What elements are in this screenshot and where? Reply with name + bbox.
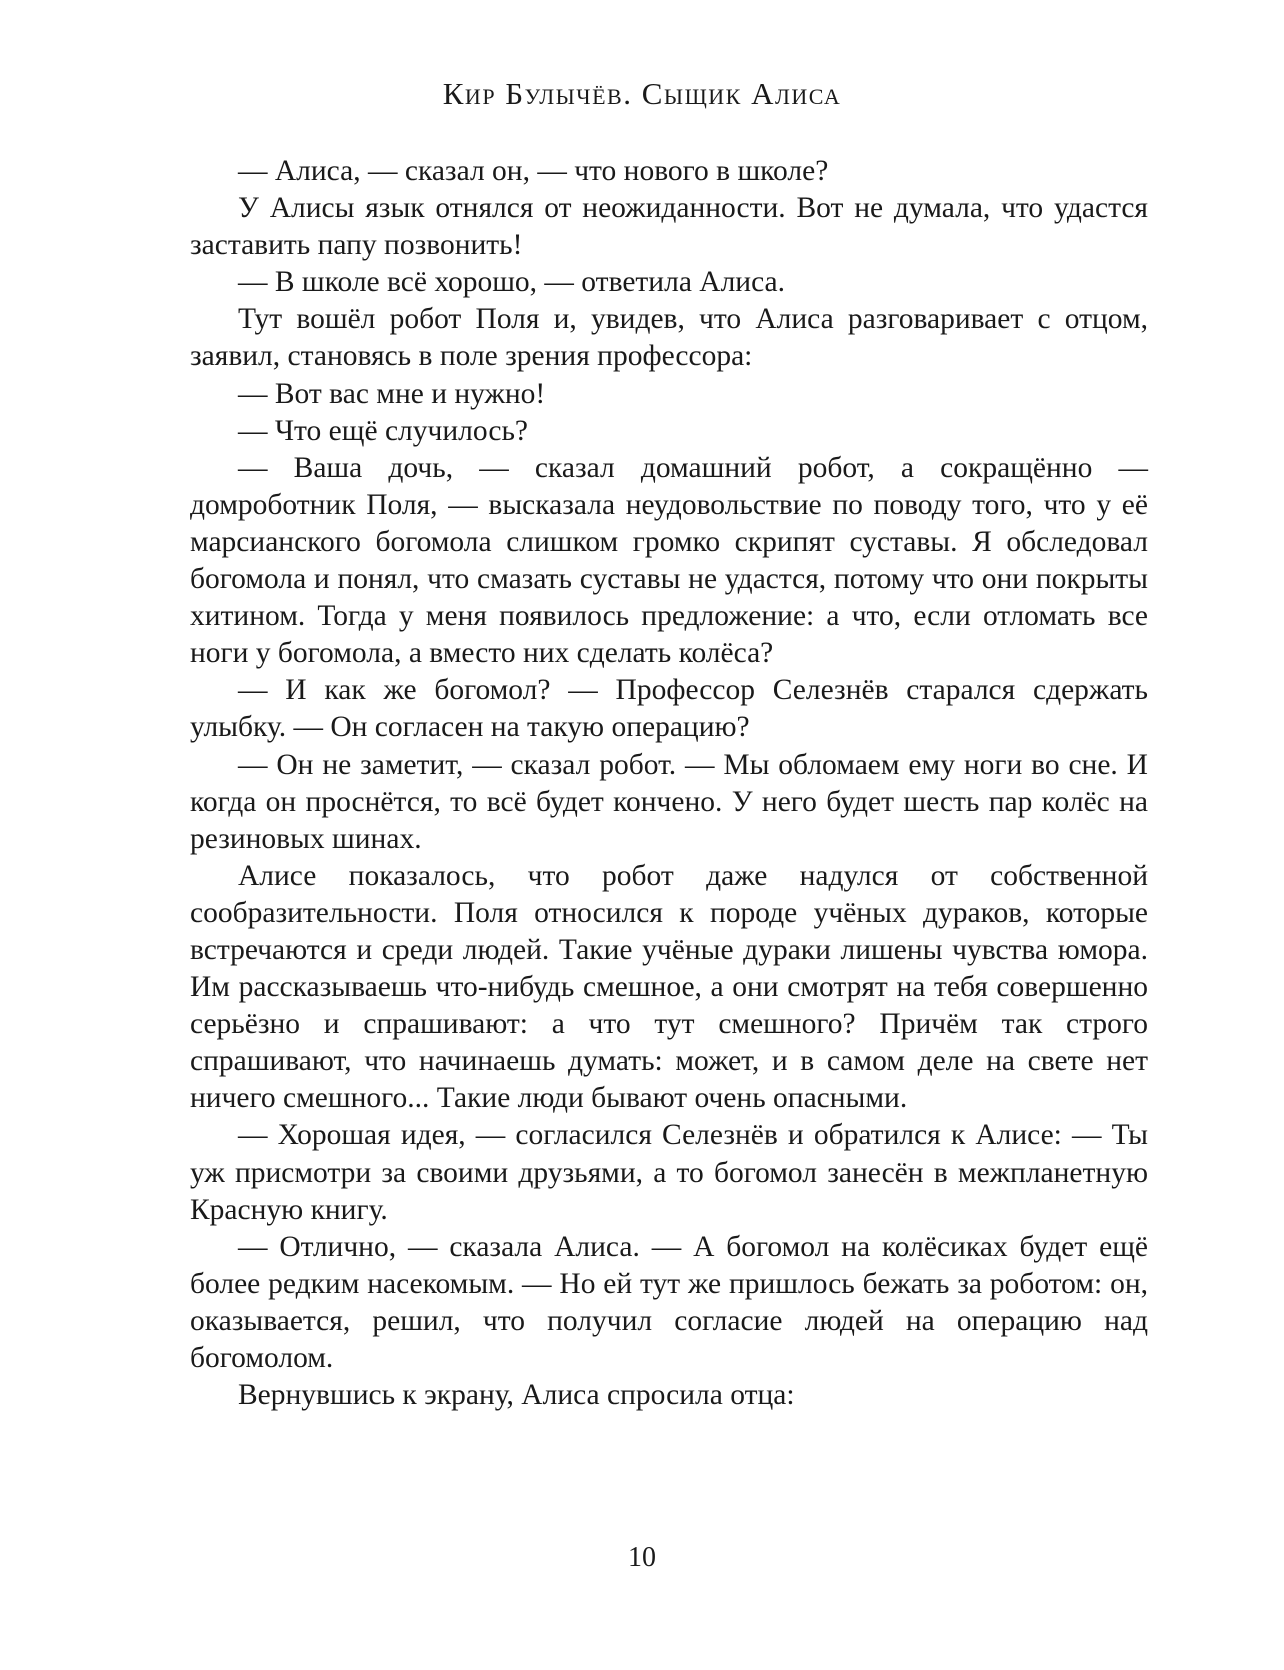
running-title: Кир Булычёв. Сыщик Алиса: [442, 76, 842, 111]
paragraph: — Вот вас мне и нужно!: [238, 377, 546, 410]
paragraph: — Что ещё случилось?: [238, 414, 528, 447]
paragraph: Тут вошёл робот Поля и, увидев, что Алиса разговаривает с отцом, заявил, становясь в поле зрения профессора:: [190, 303, 1148, 373]
paragraph: Вернувшись к экрану, Алиса спросила отца:: [238, 1379, 795, 1412]
paragraph: — Он не заметит, — сказал робот. — Мы обломаем ему ноги во сне. И когда он проснётся, то всё будет кончено. У него будет шесть пар колёс на резиновых шинах.: [190, 748, 1148, 855]
paragraph: — И как же богомол? — Профессор Селезнёв старался сдержать улыбку. — Он согласен на такую операцию?: [190, 674, 1148, 744]
text-block: [190, 153, 1148, 1414]
paragraph: — Хорошая идея, — согласился Селезнёв и обратился к Алисе: — Ты уж присмотри за своими друзьями, а то богомол занесён в межпланетную Красную книгу.: [190, 1119, 1148, 1226]
paragraph: — Ваша дочь, — сказал домашний робот, а сокращённо — домроботник Поля, — высказала неудовольствие по поводу того, что у её марсианского богомола слишком громко скрипят суставы. Я обследовал богомола и понял, что смазать суставы не удастся, потому что они покрыты хитином. Тогда у меня появилось предложение: а что, если отломать все ноги у богомола, а вместо них сделать колёса?: [190, 451, 1148, 670]
paragraph: Алисе показалось, что робот даже надулся от собственной сообразительности. Поля относился к породе учёных дураков, которые встречаются и среди людей. Такие учёные дураки лишены чувства юмора. Им рассказываешь что-нибудь смешное, а они смотрят на тебя совершенно серьёзно и спрашивают: а что тут смешного? Причём так строго спрашивают, что начинаешь думать: может, и в самом деле на свете нет ничего смешного... Такие люди бывают очень опасными.: [190, 859, 1148, 1115]
page-number: 10: [628, 1542, 656, 1573]
paragraph: — Алиса, — сказал он, — что нового в школе?: [238, 155, 829, 187]
paragraph: У Алисы язык отнялся от неожиданности. Вот не думала, что удастся заставить папу позвонить!: [190, 192, 1148, 262]
paragraph: — В школе всё хорошо, — ответила Алиса.: [238, 266, 786, 299]
paragraph: — Отлично, — сказала Алиса. — А богомол на колёсиках будет ещё более редким насекомым. — Но ей тут же пришлось бежать за роботом: он, оказывается, решил, что получил согласие людей на операцию над богомолом.: [190, 1230, 1148, 1374]
